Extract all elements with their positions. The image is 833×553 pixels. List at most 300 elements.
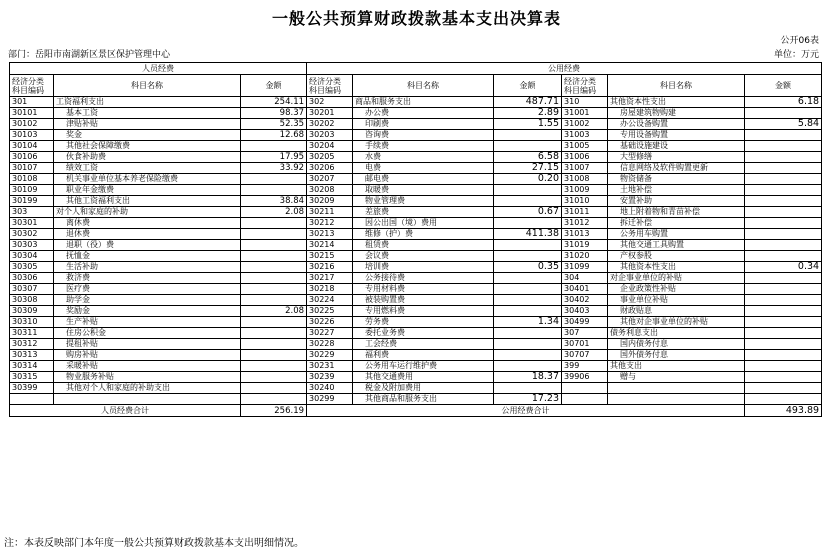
public-amount-cell: 27.15 [494, 163, 562, 174]
public-code-cell: 30299 [307, 394, 353, 405]
public-code-cell: 30208 [307, 185, 353, 196]
amount-header: 金额 [494, 75, 562, 97]
personnel-code-cell: 30305 [10, 262, 54, 273]
personnel-name-cell: 奖金 [54, 130, 241, 141]
report-title: 一般公共预算财政拨款基本支出决算表 [271, 9, 561, 28]
table-row [10, 350, 822, 361]
public-name-cell: 邮电费 [353, 174, 494, 185]
personnel-name-cell: 基本工资 [54, 108, 241, 119]
table-row [10, 196, 822, 207]
code-header: 经济分类 科目编码 [10, 75, 54, 97]
public-amount-cell [494, 328, 562, 339]
public-amount-cell [494, 306, 562, 317]
personnel-amount-cell [241, 350, 307, 361]
capital-name-cell: 赠与 [608, 372, 745, 383]
table-row [10, 361, 822, 372]
capital-amount-cell [745, 295, 822, 306]
personnel-amount-cell: 17.95 [241, 152, 307, 163]
personnel-amount-cell [241, 383, 307, 394]
personnel-code-cell: 30312 [10, 339, 54, 350]
public-amount-cell: 1.34 [494, 317, 562, 328]
public-name-cell: 因公出国（境）费用 [353, 218, 494, 229]
table-row [10, 174, 822, 185]
public-name-cell: 办公费 [353, 108, 494, 119]
capital-code-cell: 399 [562, 361, 608, 372]
public-amount-cell [494, 361, 562, 372]
capital-name-cell: 企业政策性补贴 [608, 284, 745, 295]
public-code-cell: 30231 [307, 361, 353, 372]
capital-amount-cell [745, 394, 822, 405]
personnel-name-cell: 退职（役）费 [54, 240, 241, 251]
capital-name-cell: 产权参股 [608, 251, 745, 262]
capital-name-cell: 其他支出 [608, 361, 745, 372]
public-name-cell: 商品和服务支出 [353, 97, 494, 108]
personnel-amount-cell: 2.08 [241, 306, 307, 317]
totals-row [10, 405, 822, 417]
personnel-code-cell: 30301 [10, 218, 54, 229]
personnel-code-cell: 30302 [10, 229, 54, 240]
capital-amount-cell [745, 328, 822, 339]
public-code-cell: 30225 [307, 306, 353, 317]
capital-code-cell: 307 [562, 328, 608, 339]
public-code-cell: 30227 [307, 328, 353, 339]
table-row [10, 97, 822, 108]
amount-header: 金额 [241, 75, 307, 97]
table-row [10, 141, 822, 152]
public-amount-cell [494, 339, 562, 350]
form-code: 公开06表 [780, 36, 819, 46]
personnel-amount-cell: 52.35 [241, 119, 307, 130]
public-amount-cell: 0.67 [494, 207, 562, 218]
personnel-code-cell: 30101 [10, 108, 54, 119]
public-name-cell: 会议费 [353, 251, 494, 262]
capital-name-cell: 财政贴息 [608, 306, 745, 317]
public-amount-cell [494, 350, 562, 361]
public-total-label: 公用经费合计 [307, 405, 745, 417]
personnel-name-cell: 采暖补贴 [54, 361, 241, 372]
capital-code-cell: 31003 [562, 130, 608, 141]
table-row [10, 152, 822, 163]
public-amount-cell: 0.35 [494, 262, 562, 273]
personnel-code-cell: 30106 [10, 152, 54, 163]
public-code-cell: 30213 [307, 229, 353, 240]
capital-name-cell: 基础设施建设 [608, 141, 745, 152]
capital-code-cell: 30401 [562, 284, 608, 295]
public-amount-cell: 1.55 [494, 119, 562, 130]
public-code-cell: 30228 [307, 339, 353, 350]
public-name-cell: 差旅费 [353, 207, 494, 218]
public-amount-cell: 2.89 [494, 108, 562, 119]
personnel-code-cell: 30104 [10, 141, 54, 152]
personnel-amount-cell: 38.84 [241, 196, 307, 207]
table-row [10, 273, 822, 284]
personnel-name-cell: 物业服务补贴 [54, 372, 241, 383]
personnel-code-cell: 30102 [10, 119, 54, 130]
capital-amount-cell: 0.34 [745, 262, 822, 273]
personnel-amount-cell [241, 251, 307, 262]
public-name-cell: 公务接待费 [353, 273, 494, 284]
capital-code-cell: 39906 [562, 372, 608, 383]
public-amount-cell: 487.71 [494, 97, 562, 108]
personnel-code-cell: 30308 [10, 295, 54, 306]
public-amount-cell [494, 240, 562, 251]
capital-amount-cell [745, 141, 822, 152]
public-amount-cell: 6.58 [494, 152, 562, 163]
capital-code-cell: 31020 [562, 251, 608, 262]
capital-amount-cell [745, 306, 822, 317]
table-row [10, 163, 822, 174]
capital-code-cell: 30402 [562, 295, 608, 306]
personnel-name-cell [54, 394, 241, 405]
capital-name-cell: 其他资本性支出 [608, 262, 745, 273]
personnel-name-cell: 生产补贴 [54, 317, 241, 328]
capital-amount-cell [745, 196, 822, 207]
capital-code-cell: 31005 [562, 141, 608, 152]
capital-name-cell: 大型修缮 [608, 152, 745, 163]
personnel-amount-cell: 33.92 [241, 163, 307, 174]
public-code-cell: 30216 [307, 262, 353, 273]
capital-amount-cell [745, 218, 822, 229]
code-header: 经济分类 科目编码 [562, 75, 608, 97]
public-name-cell: 专用燃料费 [353, 306, 494, 317]
capital-code-cell [562, 394, 608, 405]
capital-amount-cell [745, 372, 822, 383]
personnel-code-cell: 30307 [10, 284, 54, 295]
group-header-row [10, 63, 822, 75]
public-amount-cell [494, 273, 562, 284]
table-row [10, 394, 822, 405]
table-body [10, 97, 822, 405]
public-code-cell: 30229 [307, 350, 353, 361]
capital-code-cell: 30701 [562, 339, 608, 350]
name-header: 科目名称 [608, 75, 745, 97]
public-amount-cell [494, 383, 562, 394]
amount-header: 金额 [745, 75, 822, 97]
public-name-cell: 工会经费 [353, 339, 494, 350]
personnel-amount-cell [241, 295, 307, 306]
capital-name-cell: 其他交通工具购置 [608, 240, 745, 251]
personnel-code-cell: 30199 [10, 196, 54, 207]
personnel-name-cell: 助学金 [54, 295, 241, 306]
public-code-cell: 30214 [307, 240, 353, 251]
personnel-amount-cell [241, 372, 307, 383]
public-name-cell: 税金及附加费用 [353, 383, 494, 394]
public-code-cell: 30204 [307, 141, 353, 152]
capital-code-cell: 30499 [562, 317, 608, 328]
capital-code-cell: 31019 [562, 240, 608, 251]
capital-name-cell: 安置补助 [608, 196, 745, 207]
table-row [10, 284, 822, 295]
public-name-cell: 印刷费 [353, 119, 494, 130]
public-name-cell: 专用材料费 [353, 284, 494, 295]
capital-amount-cell [745, 174, 822, 185]
personnel-code-cell: 30109 [10, 185, 54, 196]
capital-name-cell: 国外债务付息 [608, 350, 745, 361]
personnel-name-cell: 提租补贴 [54, 339, 241, 350]
public-name-cell: 电费 [353, 163, 494, 174]
public-code-cell: 30212 [307, 218, 353, 229]
personnel-code-cell: 30309 [10, 306, 54, 317]
personnel-amount-cell: 254.11 [241, 97, 307, 108]
public-name-cell: 福利费 [353, 350, 494, 361]
personnel-name-cell: 抚恤金 [54, 251, 241, 262]
personnel-amount-cell [241, 284, 307, 295]
capital-amount-cell [745, 108, 822, 119]
capital-amount-cell [745, 130, 822, 141]
table-row [10, 240, 822, 251]
personnel-code-cell: 30311 [10, 328, 54, 339]
personnel-amount-cell [241, 262, 307, 273]
public-name-cell: 取暖费 [353, 185, 494, 196]
personnel-amount-cell [241, 339, 307, 350]
public-group-header: 公用经费 [307, 63, 822, 75]
capital-amount-cell [745, 240, 822, 251]
personnel-amount-cell [241, 394, 307, 405]
personnel-code-cell: 30399 [10, 383, 54, 394]
capital-code-cell: 31007 [562, 163, 608, 174]
public-amount-cell [494, 284, 562, 295]
public-code-cell: 30201 [307, 108, 353, 119]
capital-name-cell: 其他资本性支出 [608, 97, 745, 108]
public-code-cell: 30218 [307, 284, 353, 295]
capital-amount-cell [745, 229, 822, 240]
capital-code-cell [562, 383, 608, 394]
capital-code-cell: 31012 [562, 218, 608, 229]
public-code-cell: 30205 [307, 152, 353, 163]
personnel-amount-cell [241, 185, 307, 196]
public-amount-cell: 411.38 [494, 229, 562, 240]
public-name-cell: 维修（护）费 [353, 229, 494, 240]
personnel-name-cell: 机关事业单位基本养老保险缴费 [54, 174, 241, 185]
public-amount-cell [494, 196, 562, 207]
public-amount-cell [494, 251, 562, 262]
public-amount-cell: 17.23 [494, 394, 562, 405]
public-code-cell: 30224 [307, 295, 353, 306]
column-header-row [10, 75, 822, 97]
public-amount-cell [494, 185, 562, 196]
table-row [10, 328, 822, 339]
personnel-name-cell: 其他工资福利支出 [54, 196, 241, 207]
capital-amount-cell [745, 163, 822, 174]
capital-name-cell: 其他对企事业单位的补贴 [608, 317, 745, 328]
table-row [10, 306, 822, 317]
capital-code-cell: 31099 [562, 262, 608, 273]
personnel-code-cell: 30303 [10, 240, 54, 251]
name-header: 科目名称 [353, 75, 494, 97]
public-name-cell: 物业管理费 [353, 196, 494, 207]
capital-code-cell: 31011 [562, 207, 608, 218]
personnel-amount-cell [241, 361, 307, 372]
capital-name-cell: 公务用车购置 [608, 229, 745, 240]
public-amount-cell [494, 295, 562, 306]
public-name-cell: 租赁费 [353, 240, 494, 251]
personnel-amount-cell [241, 174, 307, 185]
personnel-name-cell: 津贴补贴 [54, 119, 241, 130]
capital-name-cell [608, 383, 745, 394]
personnel-code-cell: 30315 [10, 372, 54, 383]
public-name-cell: 其他商品和服务支出 [353, 394, 494, 405]
table-row [10, 108, 822, 119]
public-amount-cell: 0.20 [494, 174, 562, 185]
personnel-name-cell: 其他对个人和家庭的补助支出 [54, 383, 241, 394]
personnel-amount-cell: 98.37 [241, 108, 307, 119]
table-row [10, 372, 822, 383]
personnel-code-cell: 30103 [10, 130, 54, 141]
name-header: 科目名称 [54, 75, 241, 97]
public-code-cell: 30211 [307, 207, 353, 218]
capital-amount-cell [745, 284, 822, 295]
personnel-name-cell: 其他社会保障缴费 [54, 141, 241, 152]
public-name-cell: 咨询费 [353, 130, 494, 141]
personnel-name-cell: 住房公积金 [54, 328, 241, 339]
table-row [10, 295, 822, 306]
capital-code-cell: 310 [562, 97, 608, 108]
personnel-code-cell: 30107 [10, 163, 54, 174]
personnel-code-cell: 30313 [10, 350, 54, 361]
public-name-cell: 委托业务费 [353, 328, 494, 339]
capital-amount-cell [745, 251, 822, 262]
personnel-name-cell: 伙食补助费 [54, 152, 241, 163]
personnel-name-cell: 职业年金缴费 [54, 185, 241, 196]
capital-code-cell: 304 [562, 273, 608, 284]
personnel-code-cell: 30314 [10, 361, 54, 372]
table-row [10, 339, 822, 350]
personnel-total-value: 256.19 [241, 405, 307, 417]
capital-name-cell: 信息网络及软件购置更新 [608, 163, 745, 174]
public-code-cell: 302 [307, 97, 353, 108]
public-code-cell: 30240 [307, 383, 353, 394]
public-code-cell: 30207 [307, 174, 353, 185]
capital-name-cell: 对企事业单位的补贴 [608, 273, 745, 284]
table-row [10, 317, 822, 328]
public-code-cell: 30217 [307, 273, 353, 284]
personnel-name-cell: 对个人和家庭的补助 [54, 207, 241, 218]
personnel-amount-cell: 12.68 [241, 130, 307, 141]
public-name-cell: 劳务费 [353, 317, 494, 328]
unit-label: 单位：万元 [773, 50, 819, 60]
personnel-name-cell: 离休费 [54, 218, 241, 229]
capital-code-cell: 31001 [562, 108, 608, 119]
public-amount-cell [494, 141, 562, 152]
capital-amount-cell [745, 383, 822, 394]
capital-name-cell: 专用设备购置 [608, 130, 745, 141]
table-row [10, 383, 822, 394]
public-amount-cell [494, 130, 562, 141]
public-amount-cell: 18.37 [494, 372, 562, 383]
capital-name-cell: 办公设备购置 [608, 119, 745, 130]
capital-code-cell: 30707 [562, 350, 608, 361]
public-code-cell: 30206 [307, 163, 353, 174]
department-label: 部门：岳阳市南湖新区景区保护管理中心 [8, 50, 171, 60]
personnel-name-cell: 工资福利支出 [54, 97, 241, 108]
capital-code-cell: 31013 [562, 229, 608, 240]
capital-amount-cell [745, 207, 822, 218]
personnel-name-cell: 奖励金 [54, 306, 241, 317]
personnel-code-cell: 30108 [10, 174, 54, 185]
table-row [10, 229, 822, 240]
personnel-group-header: 人员经费 [10, 63, 307, 75]
personnel-name-cell: 救济费 [54, 273, 241, 284]
table-row [10, 207, 822, 218]
personnel-amount-cell: 2.08 [241, 207, 307, 218]
capital-amount-cell [745, 152, 822, 163]
personnel-name-cell: 退休费 [54, 229, 241, 240]
capital-code-cell: 31010 [562, 196, 608, 207]
public-amount-cell [494, 218, 562, 229]
table-row [10, 185, 822, 196]
capital-code-cell: 31002 [562, 119, 608, 130]
capital-amount-cell [745, 317, 822, 328]
table-row [10, 119, 822, 130]
capital-name-cell: 事业单位补贴 [608, 295, 745, 306]
capital-name-cell: 拆迁补偿 [608, 218, 745, 229]
expenditure-table [9, 62, 822, 417]
capital-amount-cell [745, 273, 822, 284]
personnel-amount-cell [241, 240, 307, 251]
personnel-amount-cell [241, 229, 307, 240]
capital-name-cell: 房屋建筑物购建 [608, 108, 745, 119]
personnel-amount-cell [241, 328, 307, 339]
capital-code-cell: 30403 [562, 306, 608, 317]
public-name-cell: 其他交通费用 [353, 372, 494, 383]
capital-amount-cell [745, 339, 822, 350]
public-name-cell: 手续费 [353, 141, 494, 152]
personnel-amount-cell [241, 218, 307, 229]
table-row [10, 130, 822, 141]
footnote: 注：本表反映部门本年度一般公共预算财政拨款基本支出明细情况。 [4, 538, 304, 549]
public-name-cell: 水费 [353, 152, 494, 163]
public-code-cell: 30239 [307, 372, 353, 383]
public-code-cell: 30226 [307, 317, 353, 328]
personnel-total-label: 人员经费合计 [10, 405, 241, 417]
capital-code-cell: 31006 [562, 152, 608, 163]
personnel-code-cell: 301 [10, 97, 54, 108]
personnel-amount-cell [241, 141, 307, 152]
public-name-cell: 培训费 [353, 262, 494, 273]
capital-name-cell: 地上附着物和青苗补偿 [608, 207, 745, 218]
personnel-amount-cell [241, 317, 307, 328]
table-row [10, 218, 822, 229]
personnel-name-cell: 医疗费 [54, 284, 241, 295]
capital-amount-cell [745, 361, 822, 372]
personnel-code-cell [10, 394, 54, 405]
personnel-code-cell: 303 [10, 207, 54, 218]
personnel-name-cell: 购房补贴 [54, 350, 241, 361]
public-code-cell: 30203 [307, 130, 353, 141]
personnel-code-cell: 30306 [10, 273, 54, 284]
capital-code-cell: 31008 [562, 174, 608, 185]
code-header: 经济分类 科目编码 [307, 75, 353, 97]
capital-amount-cell: 6.18 [745, 97, 822, 108]
public-code-cell: 30215 [307, 251, 353, 262]
personnel-amount-cell [241, 273, 307, 284]
personnel-code-cell: 30310 [10, 317, 54, 328]
capital-amount-cell [745, 350, 822, 361]
capital-name-cell: 国内债务付息 [608, 339, 745, 350]
table-row [10, 262, 822, 273]
public-code-cell: 30209 [307, 196, 353, 207]
capital-name-cell: 债务利息支出 [608, 328, 745, 339]
personnel-name-cell: 生活补助 [54, 262, 241, 273]
capital-name-cell: 土地补偿 [608, 185, 745, 196]
public-name-cell: 公务用车运行维护费 [353, 361, 494, 372]
table-row [10, 251, 822, 262]
capital-amount-cell [745, 185, 822, 196]
capital-name-cell: 物资储备 [608, 174, 745, 185]
personnel-code-cell: 30304 [10, 251, 54, 262]
personnel-name-cell: 绩效工资 [54, 163, 241, 174]
public-name-cell: 被装购置费 [353, 295, 494, 306]
